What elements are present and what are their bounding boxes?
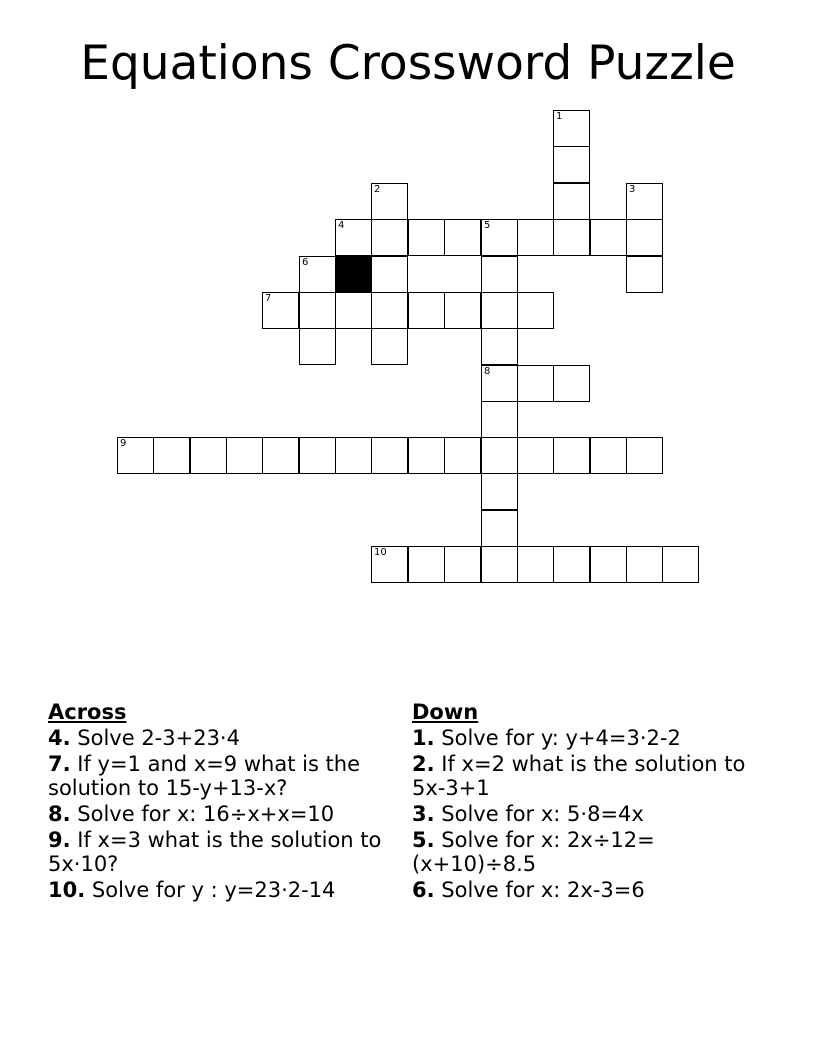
grid-cell[interactable] xyxy=(517,437,554,474)
clue-number: 3 xyxy=(629,184,636,195)
grid-cell[interactable] xyxy=(481,546,518,583)
grid-cell[interactable] xyxy=(408,292,445,329)
down-clues xyxy=(412,700,772,904)
grid-cell[interactable] xyxy=(371,328,408,365)
grid-cell[interactable] xyxy=(153,437,190,474)
across-clue xyxy=(48,878,398,902)
grid-cell[interactable] xyxy=(481,365,518,402)
down-clue xyxy=(412,752,772,800)
grid-cell[interactable] xyxy=(481,328,518,365)
grid-cell[interactable] xyxy=(553,437,590,474)
clue-text: If x=2 what is the solution to 5x-3+1 xyxy=(412,752,746,800)
grid-cell[interactable] xyxy=(299,292,336,329)
down-clue xyxy=(412,878,772,902)
grid-cell[interactable] xyxy=(553,183,590,220)
grid-cell[interactable] xyxy=(371,219,408,256)
grid-cell[interactable] xyxy=(371,183,408,220)
grid-cell[interactable] xyxy=(481,437,518,474)
grid-cell[interactable] xyxy=(335,292,372,329)
grid-cell[interactable] xyxy=(371,292,408,329)
clue-label: 9. xyxy=(48,828,71,852)
grid-cell[interactable] xyxy=(590,546,627,583)
grid-cell[interactable] xyxy=(408,546,445,583)
grid-cell[interactable] xyxy=(481,219,518,256)
grid-cell[interactable] xyxy=(590,219,627,256)
grid-cell[interactable] xyxy=(299,328,336,365)
across-clues xyxy=(48,700,398,904)
clue-text: Solve for x: 16÷x+x=10 xyxy=(77,802,335,826)
grid-cell[interactable] xyxy=(408,219,445,256)
clue-label: 1. xyxy=(412,726,435,750)
grid-cell[interactable] xyxy=(662,546,699,583)
grid-cell[interactable] xyxy=(553,365,590,402)
grid-cell[interactable] xyxy=(335,219,372,256)
across-clue xyxy=(48,828,398,876)
clue-label: 2. xyxy=(412,752,435,776)
grid-cell[interactable] xyxy=(481,292,518,329)
grid-cell[interactable] xyxy=(226,437,263,474)
grid-cell[interactable] xyxy=(553,110,590,147)
grid-cell[interactable] xyxy=(481,401,518,438)
clue-number: 6 xyxy=(302,257,309,268)
grid-cell[interactable] xyxy=(262,292,299,329)
clue-text: Solve for x: 2x÷12=(x+10)÷8.5 xyxy=(412,828,655,876)
grid-cell[interactable] xyxy=(626,256,663,293)
grid-cell[interactable] xyxy=(553,146,590,183)
clue-text: Solve for y : y=23·2-14 xyxy=(91,878,336,902)
clue-number: 8 xyxy=(484,366,491,377)
grid-cell[interactable] xyxy=(408,437,445,474)
grid-cell[interactable] xyxy=(517,546,554,583)
grid-cell[interactable] xyxy=(117,437,154,474)
clue-number: 10 xyxy=(374,547,387,558)
clue-text: If y=1 and x=9 what is the solution to 15-y+13-x? xyxy=(48,752,361,800)
grid-cell[interactable] xyxy=(626,183,663,220)
clue-number: 9 xyxy=(120,438,127,449)
clue-number: 5 xyxy=(484,220,491,231)
grid-cell[interactable] xyxy=(262,437,299,474)
grid-cell[interactable] xyxy=(626,546,663,583)
clue-text: Solve 2-3+23·4 xyxy=(77,726,240,750)
clue-text: Solve for x: 5·8=4x xyxy=(441,802,644,826)
grid-cell[interactable] xyxy=(517,219,554,256)
down-clue xyxy=(412,828,772,876)
grid-cell[interactable] xyxy=(481,256,518,293)
grid-cell[interactable] xyxy=(371,546,408,583)
grid-cell[interactable] xyxy=(335,437,372,474)
clue-label: 10. xyxy=(48,878,86,902)
grid-cell[interactable] xyxy=(371,256,408,293)
grid-cell[interactable] xyxy=(517,292,554,329)
clue-text: If x=3 what is the solution to 5x·10? xyxy=(48,828,382,876)
grid-cell[interactable] xyxy=(371,437,408,474)
grid-cell[interactable] xyxy=(626,219,663,256)
clue-number: 1 xyxy=(556,111,563,122)
clue-number: 4 xyxy=(338,220,345,231)
grid-cell[interactable] xyxy=(190,437,227,474)
clue-number: 7 xyxy=(265,293,272,304)
down-heading: Down xyxy=(412,700,479,724)
clue-label: 3. xyxy=(412,802,435,826)
clue-text: Solve for x: 2x-3=6 xyxy=(441,878,645,902)
clue-label: 6. xyxy=(412,878,435,902)
clue-label: 7. xyxy=(48,752,71,776)
clue-label: 4. xyxy=(48,726,71,750)
black-cell xyxy=(335,256,372,293)
grid-cell[interactable] xyxy=(517,365,554,402)
across-clue xyxy=(48,752,398,800)
clue-text: Solve for y: y+4=3·2-2 xyxy=(441,726,681,750)
grid-cell[interactable] xyxy=(444,292,481,329)
grid-cell[interactable] xyxy=(444,219,481,256)
grid-cell[interactable] xyxy=(299,256,336,293)
page-title: Equations Crossword Puzzle xyxy=(80,36,736,91)
grid-cell[interactable] xyxy=(590,437,627,474)
grid-cell[interactable] xyxy=(481,510,518,547)
grid-cell[interactable] xyxy=(444,546,481,583)
across-clue xyxy=(48,802,398,826)
grid-cell[interactable] xyxy=(553,219,590,256)
across-heading: Across xyxy=(48,700,127,724)
grid-cell[interactable] xyxy=(299,437,336,474)
grid-cell[interactable] xyxy=(444,437,481,474)
down-clue xyxy=(412,726,772,750)
clue-number: 2 xyxy=(374,184,381,195)
across-clue xyxy=(48,726,398,750)
down-clue xyxy=(412,802,772,826)
grid-cell[interactable] xyxy=(626,437,663,474)
grid-cell[interactable] xyxy=(553,546,590,583)
clue-label: 5. xyxy=(412,828,435,852)
clue-label: 8. xyxy=(48,802,71,826)
grid-cell[interactable] xyxy=(481,473,518,510)
